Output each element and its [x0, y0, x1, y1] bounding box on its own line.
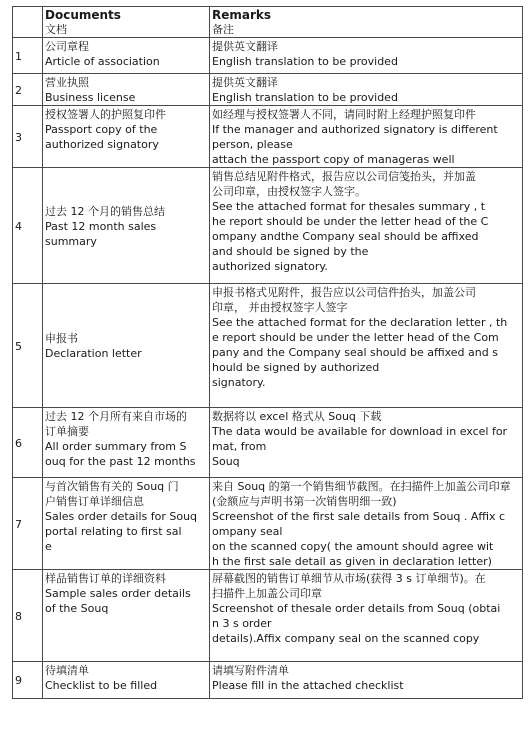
remarks-text-line: 提供英文翻译 [212, 40, 278, 53]
documents-table [12, 6, 523, 699]
remarks-text-line: English translation to be provided [212, 55, 398, 68]
remarks-cell [210, 284, 523, 408]
document-cell [43, 478, 210, 570]
row-number: 4 [13, 168, 43, 284]
remarks-cell [210, 74, 523, 106]
row-number: 1 [13, 38, 43, 74]
remarks-text-line: If the manager and authorized signatory is different [212, 123, 498, 136]
document-text-line: summary [45, 234, 97, 248]
document-text-line: 过去 12 个月所有来自市场的 [45, 410, 187, 423]
remarks-text-line: details).Affix company seal on the scanned copy [212, 632, 480, 645]
remarks-text-line: 来自 Souq 的第一个销售细节截图。在扫描件上加盖公司印章 [212, 480, 511, 493]
remarks-cell [210, 478, 523, 570]
remarks-text-line: 销售总结见附件格式，报告应以公司信笺抬头，并加盖 [212, 170, 476, 183]
document-text-line: 授权签署人的护照复印件 [45, 108, 166, 121]
document-text-line: e [45, 540, 52, 553]
document-text-line: 公司章程 [45, 40, 89, 53]
table-row [13, 74, 523, 106]
row-number: 9 [13, 662, 43, 699]
remarks-cell [210, 168, 523, 284]
document-text-line: 订单摘要 [45, 425, 89, 438]
document-text-line: portal relating to first sal [45, 525, 182, 538]
document-text-line: 与首次销售有关的 Souq 门 [45, 480, 179, 493]
remarks-cell [210, 106, 523, 168]
remarks-text-line: 提供英文翻译 [212, 76, 278, 89]
remarks-text-line: on the scanned copy( the amount should agree wit [212, 540, 494, 553]
remarks-text-line: See the attached format for the declaration letter , th [212, 316, 508, 329]
remarks-text-line: h the first sale detail as given in declaration letter) [212, 555, 492, 568]
table-row [13, 478, 523, 570]
header-row [13, 7, 523, 38]
remarks-text-line: 印章， 并由授权签字人签字 [212, 301, 348, 314]
document-text-line: Business license [45, 91, 136, 104]
document-text-line: Declaration letter [45, 347, 142, 360]
header-number-cell [13, 7, 43, 38]
row-number: 8 [13, 570, 43, 662]
remarks-text-line: hould be signed by authorized [212, 361, 380, 374]
remarks-text-line: 数据将以 excel 格式从 Souq 下载 [212, 410, 382, 423]
document-text-line: 申报书 [45, 332, 78, 345]
document-cell [43, 106, 210, 168]
remarks-text-line: 公司印章，由授权签字人签字。 [212, 185, 366, 198]
document-text-line: Past 12 month sales [45, 219, 157, 233]
remarks-text-line: 扫描件上加盖公司印章 [212, 587, 322, 600]
document-text-line: 过去 12 个月的销售总结 [45, 204, 165, 218]
remarks-text-line: 如经理与授权签署人不同，请同时附上经理护照复印件 [212, 108, 476, 121]
remarks-cell [210, 570, 523, 662]
remarks-cell [210, 38, 523, 74]
remarks-text-line: Souq [212, 455, 240, 468]
document-text-line: Article of association [45, 55, 160, 68]
table-row [13, 662, 523, 699]
row-number: 2 [13, 74, 43, 106]
remarks-text-line: and should be signed by the [212, 245, 369, 258]
remarks-text-line: Please fill in the attached checklist [212, 679, 404, 692]
row-number: 5 [13, 284, 43, 408]
document-text-line: 户销售订单详细信息 [45, 495, 144, 508]
document-text-line: of the Souq [45, 602, 109, 615]
header-remarks-cell [210, 7, 523, 38]
document-text-line: ouq for the past 12 months [45, 455, 196, 468]
remarks-text-line: mat, from [212, 440, 267, 453]
document-cell [43, 168, 210, 284]
remarks-text-line: See the attached format for thesales summary , t [212, 200, 486, 213]
document-text-line: Sales order details for Souq [45, 510, 198, 523]
table-row [13, 106, 523, 168]
header-documents-zh: 文档 [45, 23, 67, 36]
header-remarks-en: Remarks [212, 8, 272, 22]
document-cell [43, 570, 210, 662]
remarks-text-line: authorized signatory. [212, 260, 328, 273]
remarks-cell [210, 408, 523, 478]
document-text-line: 营业执照 [45, 76, 89, 89]
document-text-line: 样品销售订单的详细资料 [45, 572, 166, 585]
table-row [13, 570, 523, 662]
remarks-text-line: he report should be under the letter head of the C [212, 215, 489, 228]
table-row [13, 284, 523, 408]
document-cell [43, 408, 210, 478]
document-text-line: All order summary from S [45, 440, 187, 453]
row-number: 7 [13, 478, 43, 570]
remarks-text-line: 屏幕截图的销售订单细节从市场(获得 3 s 订单细节)。在 [212, 572, 486, 585]
document-cell [43, 284, 210, 408]
document-cell [43, 662, 210, 699]
table-body [13, 38, 523, 699]
document-text-line: Sample sales order details [45, 587, 191, 600]
remarks-text-line: 请填写附件清单 [212, 664, 289, 677]
remarks-text-line: ompany andthe Company seal should be affixed [212, 230, 479, 243]
remarks-text-line: pany and the Company seal should be affixed and s [212, 346, 498, 359]
remarks-cell [210, 662, 523, 699]
remarks-text-line: ompany seal [212, 525, 283, 538]
table-row [13, 38, 523, 74]
document-text-line: authorized signatory [45, 138, 159, 151]
remarks-text-line: e report should be under the letter head of the Com [212, 331, 499, 344]
table-row [13, 408, 523, 478]
document-text-line: Checklist to be filled [45, 679, 158, 692]
table-row [13, 168, 523, 284]
header-remarks-zh: 备注 [212, 23, 234, 36]
remarks-text-line: 申报书格式见附件，报告应以公司信件抬头，加盖公司 [212, 286, 476, 299]
remarks-text-line: Screenshot of the first sale details from Souq . Affix c [212, 510, 506, 523]
remarks-text-line: (金额应与声明书第一次销售明细一致) [212, 495, 397, 508]
remarks-text-line: signatory. [212, 376, 266, 389]
remarks-text-line: n 3 s order [212, 617, 272, 630]
header-documents-cell [43, 7, 210, 38]
document-cell [43, 38, 210, 74]
header-documents-en: Documents [45, 8, 121, 22]
remarks-text-line: The data would be available for download in excel for [212, 425, 508, 438]
remarks-text-line: attach the passport copy of manageras well [212, 153, 455, 166]
remarks-text-line: English translation to be provided [212, 91, 398, 104]
document-text-line: Passport copy of the [45, 123, 158, 136]
row-number: 3 [13, 106, 43, 168]
row-number: 6 [13, 408, 43, 478]
document-text-line: 待填清单 [45, 664, 89, 677]
remarks-text-line: person, please [212, 138, 293, 151]
remarks-text-line: Screenshot of thesale order details from Souq (obtai [212, 602, 501, 615]
document-cell [43, 74, 210, 106]
